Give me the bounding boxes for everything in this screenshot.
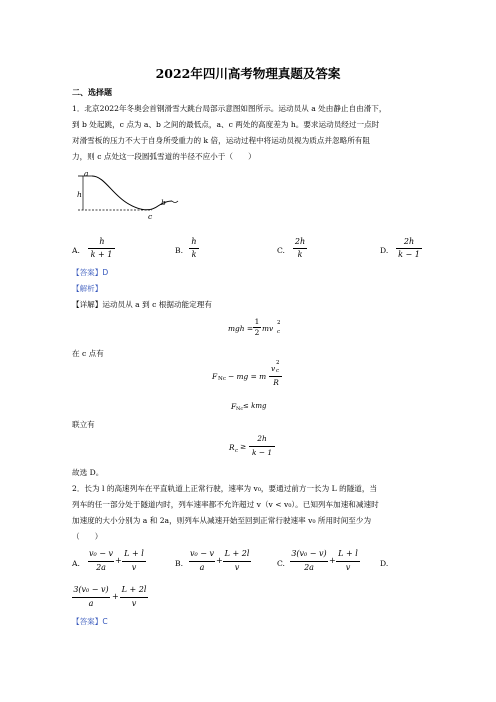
q2-option-c-bar1 (290, 561, 328, 562)
q2-text-line2: 列车的任一部分处于隧道内时，列车速率都不允许超过 v（v < v₀）。已知列车加速和减速时 (72, 500, 379, 509)
eq1-sub: c (277, 329, 281, 335)
eq3-rest: ≤ kmg (243, 402, 267, 410)
q1-text-line2: 到 b 处起跳，c 点为 a、b 之间的最低点，a、c 两处的高度差为 h。要求运动员经过一点时 (72, 120, 380, 129)
eq2-mid: − mg = m (228, 372, 267, 381)
q1-text-line4: 力，则 c 点处这一段圆弧雪道的半径不应小于（ ） (72, 152, 256, 161)
eq3-sub: Nc (236, 406, 244, 412)
eq2-lhs-sub: Nc (218, 376, 226, 382)
q2-text-line3: 加速度的大小分别为 a 和 2a，则列车从减速开始至回到正常行驶速率 v₀ 所用时间至少为 (72, 516, 372, 525)
q2-option-c-bar2 (336, 561, 360, 562)
eq1-rhs: mv (262, 324, 274, 333)
eq1-lhs: mgh = (228, 324, 254, 333)
q2-option-c-d2: v (345, 563, 351, 572)
q2-option-d-bar2 (120, 597, 148, 598)
q1-option-c-bar (293, 248, 307, 249)
q2-option-b-d1: a (199, 563, 205, 572)
q2-option-a-bar2 (122, 561, 146, 562)
q1-option-d-letter: D. (380, 246, 389, 255)
eq2-lhs: F (212, 372, 218, 381)
eq4-lhs: R (229, 443, 235, 452)
q1-text-join: 联立有 (72, 420, 95, 429)
eq4-den: k − 1 (251, 448, 273, 457)
q2-option-b-letter: B. (175, 559, 183, 568)
q1-text-line1: 1．北京2022年冬奥会首钢滑雪大跳台局部示意图如图所示。运动员从 a 处由静止自由滑下， (72, 104, 387, 113)
eq2-den: R (273, 378, 279, 387)
eq4-num: 2h (257, 434, 267, 443)
q2-option-d-n2: L + 2l (121, 585, 147, 594)
jump-end (172, 201, 178, 203)
eq2-bar (269, 376, 282, 377)
label-c: c (148, 212, 153, 221)
q2-option-a-letter: A. (72, 559, 80, 568)
q1-option-d-den: k − 1 (398, 250, 420, 259)
q2-option-c-d1: 2a (304, 563, 314, 572)
eq1-den: 2 (254, 328, 260, 337)
eq4-lhs-sub: c (235, 448, 239, 454)
q2-option-d-d1: a (88, 599, 94, 608)
q2-option-a-d1: 2a (96, 563, 106, 572)
q1-option-d-bar (396, 248, 422, 249)
eq2-num: v (271, 364, 276, 373)
q2-option-c-letter: C. (277, 559, 285, 568)
q2-text-line1: 2．长为 l 的高速列车在平直轨道上正常行驶，速率为 v₀，要通过前方一长为 L 的隧道，当 (72, 484, 378, 493)
q1-option-a-den: k + 1 (90, 250, 113, 259)
q2-option-a-d2: v (131, 563, 137, 572)
q1-option-a-letter: A. (72, 246, 80, 255)
label-a: a (84, 169, 89, 178)
q2-option-d-n1: 3(v₀ − v) (73, 585, 109, 594)
page-title: 2022年四川高考物理真题及答案 (155, 66, 341, 81)
q2-option-c-n2: L + l (338, 549, 358, 558)
q1-conclusion: 故选 D。 (72, 468, 104, 477)
q2-option-d-bar1 (72, 597, 110, 598)
q1-option-a-bar (88, 248, 115, 249)
q2-option-a-plus: + (115, 556, 122, 565)
q2-option-a-n2: L + l (124, 549, 144, 558)
q2-text-line4: （ ） (72, 532, 103, 541)
q1-option-a-num: h (99, 237, 105, 246)
eq1-sup: 2 (277, 320, 281, 326)
eq4-bar (249, 446, 275, 447)
q1-option-c-den: k (297, 250, 303, 259)
section-heading: 二、选择题 (72, 87, 112, 97)
q2-option-c-plus: + (329, 556, 336, 565)
eq4-op: ≥ (240, 442, 247, 451)
eq2-num-sub: c (276, 368, 280, 374)
q1-option-b-letter: B. (175, 246, 183, 255)
q2-option-b-n1: v₀ − v (189, 549, 215, 558)
q1-option-c-num: 2h (294, 237, 306, 246)
q1-detail: 【详解】运动员从 a 到 c 根据动能定理有 (72, 300, 212, 309)
q1-option-b-den: k (191, 250, 197, 259)
q2-option-b-bar2 (223, 561, 251, 562)
q2-option-b-plus: + (216, 556, 223, 565)
q2-option-b-bar1 (189, 561, 215, 562)
q2-option-b-d2: v (234, 563, 240, 572)
label-h: h (77, 190, 82, 199)
q2-option-a-bar1 (88, 561, 114, 562)
q2-option-d-plus: + (112, 592, 119, 601)
q2-option-d-letter: D. (380, 559, 389, 568)
eq2-num-sup: 2 (276, 360, 280, 366)
eq3-lhs: F (231, 402, 237, 411)
label-b: b (161, 198, 166, 207)
q2-option-d-d2: v (131, 599, 137, 608)
eq1-num: 1 (254, 317, 260, 326)
q1-text-at-c: 在 c 点有 (72, 349, 104, 358)
q1-option-b-bar (189, 248, 199, 249)
q1-text-line3: 对滑雪板的压力不大于自身所受重力的 k 倍，运动过程中将运动员视为质点并忽略所有阻 (72, 136, 370, 145)
q1-analysis: 【解析】 (72, 284, 103, 293)
q2-option-a-n1: v₀ − v (88, 549, 114, 558)
q1-answer: 【答案】D (72, 268, 109, 277)
slope-curve (92, 176, 172, 210)
q1-option-d-num: 2h (403, 237, 415, 246)
q1-option-c-letter: C. (277, 246, 285, 255)
q2-option-c-n1: 3(v₀ − v) (291, 549, 327, 558)
q2-option-b-n2: L + 2l (224, 549, 250, 558)
q2-answer: 【答案】C (72, 617, 108, 626)
q1-option-b-num: h (191, 237, 197, 246)
